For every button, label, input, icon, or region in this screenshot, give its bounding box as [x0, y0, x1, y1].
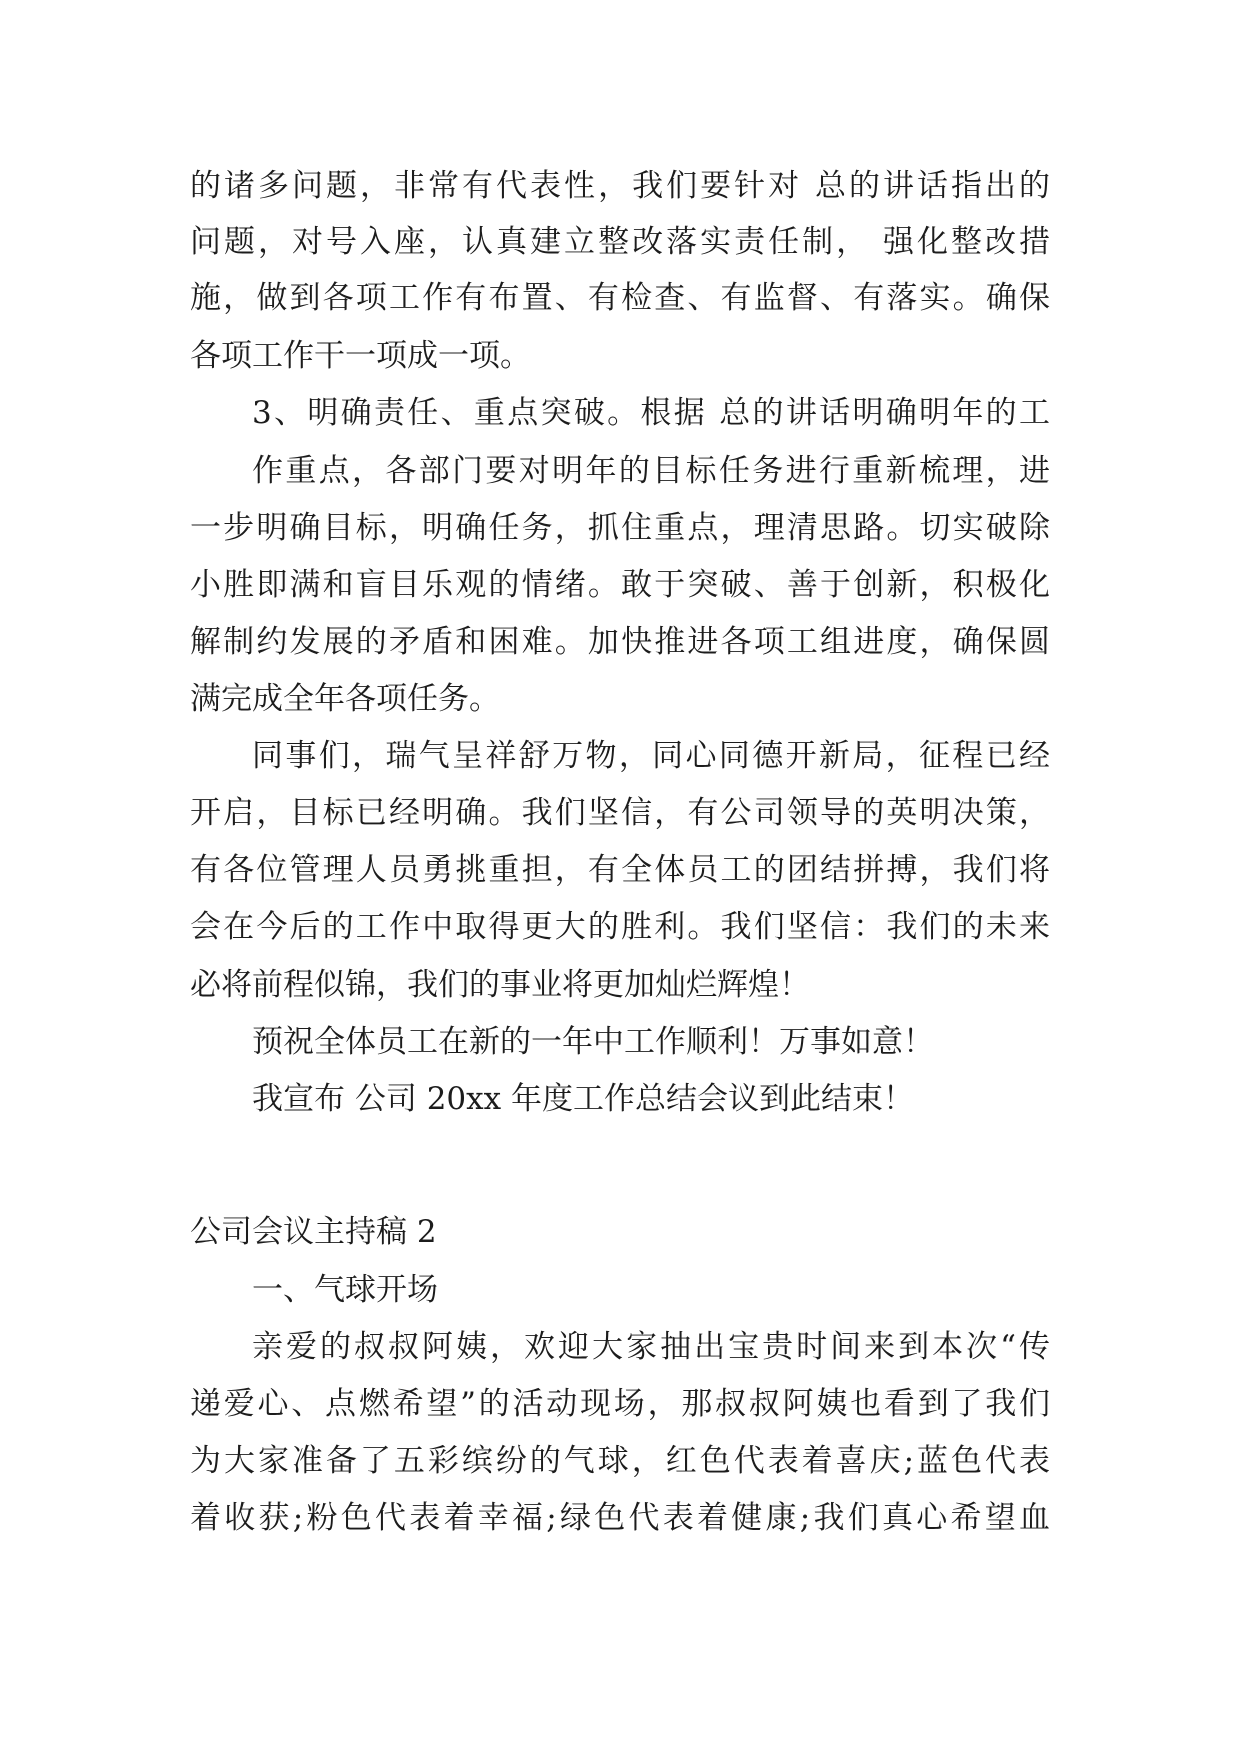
- text-line: 满完成全年各项任务。: [190, 681, 500, 717]
- text-line: 着收获;粉色代表着幸福;绿色代表着健康;我们真心希望血: [190, 1500, 1050, 1536]
- text-line: 施，做到各项工作有布置、有检查、有监督、有落实。确保: [190, 280, 1050, 316]
- text-line: 亲爱的叔叔阿姨，欢迎大家抽出宝贵时间来到本次“传: [252, 1329, 1050, 1365]
- text-line: 小胜即满和盲目乐观的情绪。敢于突破、善于创新，积极化: [190, 567, 1050, 603]
- text-line: 会在今后的工作中取得更大的胜利。我们坚信：我们的未来: [190, 909, 1050, 945]
- text-line: 同事们，瑞气呈祥舒万物，同心同德开新局，征程已经: [252, 738, 1050, 774]
- section-heading: 公司会议主持稿 2: [190, 1214, 437, 1250]
- text-line: 各项工作干一项成一项。: [190, 338, 531, 374]
- text-line: 作重点，各部门要对明年的目标任务进行重新梳理，进: [252, 453, 1050, 489]
- text-line: 递爱心、点燃希望”的活动现场，那叔叔阿姨也看到了我们: [190, 1386, 1050, 1422]
- text-line: 一步明确目标，明确任务，抓住重点，理清思路。切实破除: [190, 510, 1050, 546]
- text-line: 我宣布 公司 20xx 年度工作总结会议到此结束！: [252, 1081, 914, 1117]
- text-line: 必将前程似锦，我们的事业将更加灿烂辉煌！: [190, 967, 810, 1003]
- text-line: 为大家准备了五彩缤纷的气球，红色代表着喜庆;蓝色代表: [190, 1443, 1050, 1479]
- text-line: 有各位管理人员勇挑重担，有全体员工的团结拼搏，我们将: [190, 852, 1050, 888]
- text-line: 解制约发展的矛盾和困难。加快推进各项工组进度，确保圆: [190, 624, 1050, 660]
- subheading: 一、气球开场: [252, 1272, 438, 1308]
- text-line: 问题，对号入座，认真建立整改落实责任制， 强化整改措: [190, 224, 1050, 260]
- text-line: 3、明确责任、重点突破。根据 总的讲话明确明年的工: [252, 395, 1050, 431]
- text-line: 开启，目标已经明确。我们坚信，有公司领导的英明决策，: [190, 795, 1050, 831]
- text-line: 的诸多问题，非常有代表性，我们要针对 总的讲话指出的: [190, 168, 1050, 204]
- text-line: 预祝全体员工在新的一年中工作顺利！万事如意！: [252, 1024, 934, 1060]
